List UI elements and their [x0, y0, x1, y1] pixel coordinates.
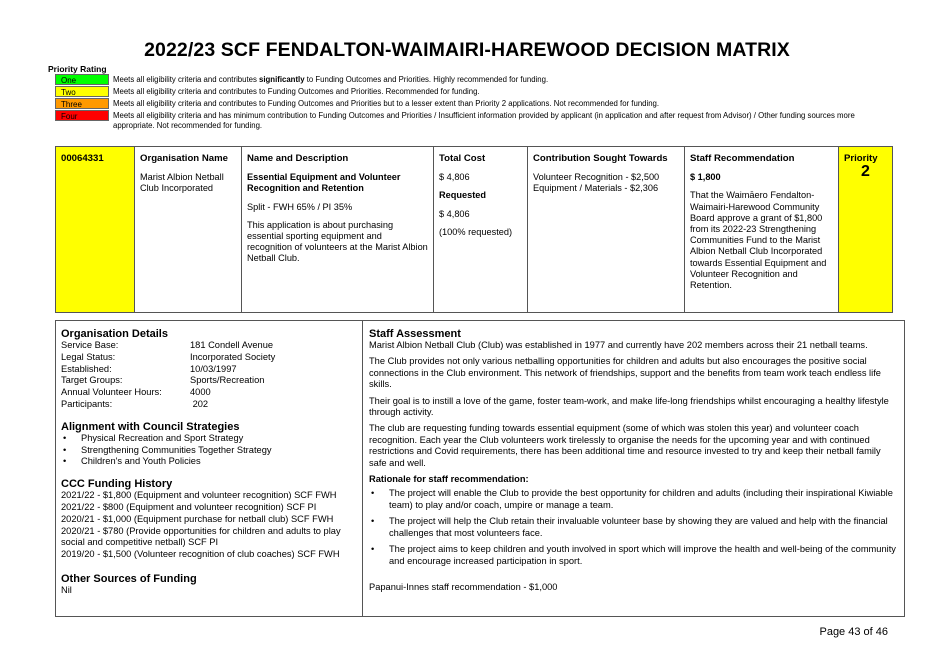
detail-row: Target Groups: Sports/Recreation [61, 375, 265, 386]
project-description: This application is about purchasing essential sporting equipment and recognition of volunteers at the Marist Albion Netball Club. [247, 219, 428, 264]
staff-assessment-heading: Staff Assessment [369, 328, 461, 340]
history-item: 2021/22 - $1,800 (Equipment and volunteer recognition) SCF FWH [61, 490, 337, 501]
contribution-cell [528, 147, 685, 312]
legend-text: Meets all eligibility criteria and contributes to Funding Outcomes and Priorities but to a lesser extent than Priority 2 applications. Not recommended for funding. [113, 99, 660, 108]
organisation-details-pane [56, 321, 363, 616]
legend-text: Meets all eligibility criteria and has minimum contribution to Funding Outcomes and Priorities / Insufficient information provided by applicant (in application and after request from Advisor) / Other funding sources more appropriate. Not recommended for funding. [113, 111, 855, 130]
list-item: • The project will enable the Club to provide the best opportunity for children and adults (including their inspirational Kiwiable team) to play and/or coach, umpire or manage a team. [369, 488, 898, 511]
detail-row: Participants: 202 [61, 398, 209, 409]
papanui-recommendation: Papanui-Innes staff recommendation - $1,000 [369, 581, 558, 592]
staff-recommendation-cell [685, 147, 839, 312]
detail-row: Annual Volunteer Hours: 4000 [61, 387, 211, 398]
rationale-list [369, 488, 898, 566]
organisation-cell [135, 147, 242, 312]
contribution-item: Equipment / Materials - $2,306 [533, 183, 659, 194]
priority-rating-title: Priority Rating [48, 64, 107, 74]
alignment-heading: Alignment with Council Strategies [61, 420, 240, 433]
description-cell [242, 147, 434, 312]
legend-text: Meets all eligibility criteria and contributes significantly to Funding Outcomes and Priorities. Highly recommended for funding. [113, 75, 549, 84]
contribution-item: Volunteer Recognition - $2,500 [533, 172, 660, 183]
alignment-list [61, 433, 357, 468]
other-funding-value: Nil [61, 584, 72, 595]
assessment-paragraph: The club are requesting funding towards essential equipment (some of which was stolen this year) and volunteer coach recognition. Each year the Club volunteers work tirelessly to organise the needs for the upcoming year and with continued restrictions and Covid requirements, there has been additional time and resource invested to try and keep their netball family safe and well. [369, 423, 881, 468]
legend-chip: Four [55, 110, 109, 121]
legend-chip: One [55, 74, 109, 85]
recommended-amount: $ 1,800 [690, 172, 721, 183]
application-id-cell [56, 147, 135, 312]
page-number: Page 43 of 46 [819, 626, 888, 638]
application-summary-table [55, 146, 893, 313]
history-item: 2020/21 - $780 (Provide opportunities for children and adults to play social and competitive netball) SCF PI [61, 525, 341, 548]
detail-row: Service Base: 181 Condell Avenue [61, 340, 274, 350]
list-item: • Strengthening Communities Together Strategy [61, 445, 357, 457]
legend-row-three [55, 98, 885, 109]
total-cost-header: Total Cost [439, 153, 486, 164]
list-item: • Physical Recreation and Sport Strategy [61, 433, 357, 445]
requested-amount: $ 4,806 [439, 208, 470, 219]
priority-header: Priority [844, 153, 878, 164]
legend-row-two [55, 86, 885, 97]
org-details-heading: Organisation Details [61, 328, 168, 340]
list-item: • The project will help the Club retain their invaluable volunteer base by showing they are valued and help with the financial challenges that most volunteers face. [369, 516, 898, 539]
project-title: Essential Equipment and Volunteer Recognition and Retention [247, 172, 401, 194]
requested-percentage: (100% requested) [439, 226, 513, 237]
staff-assessment-pane [363, 321, 904, 616]
description-header: Name and Description [247, 153, 349, 164]
priority-value: 2 [861, 163, 870, 181]
assessment-paragraph: Marist Albion Netball Club (Club) was established in 1977 and currently have 202 members across their 21 netball teams. [369, 340, 868, 350]
org-name-header: Organisation Name [140, 153, 228, 164]
priority-legend [55, 74, 885, 132]
total-cost: $ 4,806 [439, 172, 470, 183]
funding-history-heading: CCC Funding History [61, 478, 173, 491]
history-item: 2021/22 - $800 (Equipment and volunteer recognition) SCF PI [61, 501, 317, 512]
history-item: 2019/20 - $1,500 (Volunteer recognition of club coaches) SCF FWH [61, 549, 340, 560]
list-item: • The project aims to keep children and youth involved in sport which will improve the health and well-being of the community and encourage increased participation in sport. [369, 544, 898, 567]
other-funding-heading: Other Sources of Funding [61, 572, 197, 585]
requested-label: Requested [439, 190, 486, 201]
org-name: Marist Albion Netball Club Incorporated [140, 172, 224, 194]
legend-text: Meets all eligibility criteria and contributes to Funding Outcomes and Priorities. Recommended for funding. [113, 87, 480, 96]
staff-recommendation-header: Staff Recommendation [690, 153, 795, 164]
contribution-header: Contribution Sought Towards [533, 153, 668, 164]
priority-cell [839, 147, 892, 312]
detail-row: Established: 10/03/1997 [61, 363, 237, 374]
cost-cell [434, 147, 528, 312]
page-title: 2022/23 SCF FENDALTON-WAIMAIRI-HAREWOOD DECISION MATRIX [144, 39, 790, 61]
funding-split: Split - FWH 65% / PI 35% [247, 201, 353, 212]
history-item: 2020/21 - $1,000 (Equipment purchase for netball club) SCF FWH [61, 513, 334, 524]
legend-row-four [55, 110, 885, 132]
rationale-heading: Rationale for staff recommendation: [369, 474, 529, 485]
list-item: • Children's and Youth Policies [61, 456, 357, 468]
recommendation-text: That the Waimāero Fendalton-Waimairi-Harewood Community Board approve a grant of $1,800 from its 2022-23 Strengthening Communities Fund to the Marist Albion Netball Club Incorporated towards Essential Equipment and Volunteer Recognition and Retention. [690, 190, 827, 291]
legend-chip: Three [55, 98, 109, 109]
legend-row-one [55, 74, 885, 85]
legend-chip: Two [55, 86, 109, 97]
assessment-paragraph: Their goal is to instill a love of the game, foster team-work, and make life-long friendships whilst encouraging a healthy lifestyle through activity. [369, 395, 889, 418]
detail-row: Legal Status: Incorporated Society [61, 351, 276, 362]
application-id: 00064331 [61, 153, 104, 164]
details-box [55, 320, 905, 617]
assessment-paragraph: The Club provides not only various netballing opportunities for children and adults but also encourages the positive social connections in the Club environment. This network of friendships, support and the benefits from team work teach endless life skills. [369, 356, 881, 390]
